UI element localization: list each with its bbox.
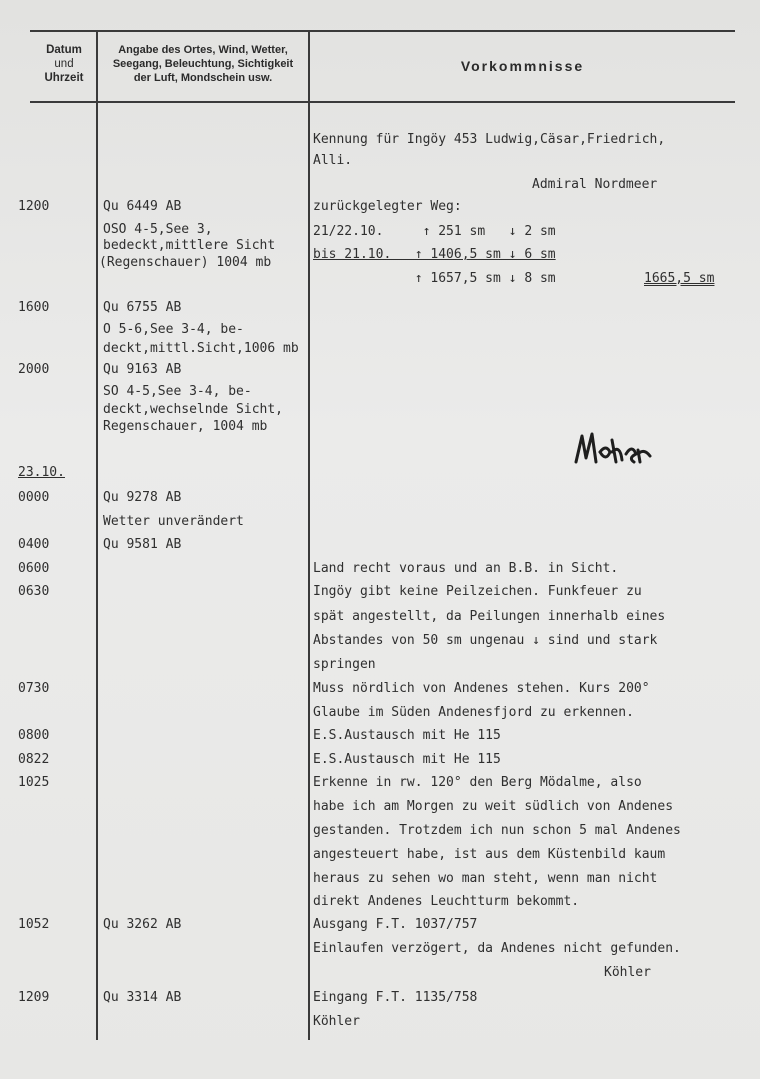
time-cell: 1025	[18, 775, 50, 790]
weather-cell: deckt,wechselnde Sicht,	[103, 402, 284, 417]
entry-text: bis 21.10. ↑ 1406,5 sm ↓ 6 sm	[313, 247, 556, 262]
weather-cell: OSO 4-5,See 3,	[103, 222, 213, 237]
header-ort-line1: Angabe des Ortes, Wind, Wetter,	[118, 44, 288, 56]
entry-text: Alli.	[313, 153, 353, 168]
entry-text: Kennung für Ingöy 453 Ludwig,Cäsar,Friedrich,	[313, 132, 666, 147]
entry-text: Abstandes von 50 sm ungenau ↓ sind und stark	[313, 633, 658, 648]
time-cell: 0730	[18, 681, 50, 696]
position-cell: Qu 9163 AB	[103, 362, 182, 377]
time-cell: 0822	[18, 752, 50, 767]
entry-text: Erkenne in rw. 120° den Berg Mödalme, also	[313, 775, 642, 790]
column-divider-2	[308, 30, 310, 1040]
entry-text: E.S.Austausch mit He 115	[313, 728, 501, 743]
time-cell: 0400	[18, 537, 50, 552]
entry-text: zurückgelegter Weg:	[313, 199, 462, 214]
entry-text: E.S.Austausch mit He 115	[313, 752, 501, 767]
entry-text: Einlaufen verzögert, da Andenes nicht gefunden.	[313, 941, 681, 956]
header-ort	[98, 43, 308, 85]
entry-text: Glaube im Süden Andenesfjord zu erkennen.	[313, 705, 634, 720]
entry-text: springen	[313, 657, 376, 672]
entry-text: direkt Andenes Leuchtturm bekommt.	[313, 894, 580, 909]
position-cell: Qu 3262 AB	[103, 917, 182, 932]
position-cell: Qu 9278 AB	[103, 490, 182, 505]
header-ort-line3: der Luft, Mondschein usw.	[133, 72, 273, 84]
date-cell: 23.10.	[18, 465, 65, 480]
header-datum	[32, 43, 96, 85]
entry-text: angesteuert habe, ist aus dem Küstenbild kaum	[313, 847, 666, 862]
weather-cell: Wetter unverändert	[103, 514, 244, 529]
time-cell: 0000	[18, 490, 50, 505]
entry-total: 1665,5 sm	[644, 271, 715, 286]
entry-text: Land recht voraus und an B.B. in Sicht.	[313, 561, 619, 576]
entry-text: Muss nördlich von Andenes stehen. Kurs 200°	[313, 681, 650, 696]
header-top-rule	[30, 30, 735, 32]
header-datum-line2: und	[54, 58, 74, 70]
time-cell: 2000	[18, 362, 50, 377]
weather-cell: bedeckt,mittlere Sicht	[103, 238, 276, 253]
entry-text: Admiral Nordmeer	[532, 177, 658, 192]
weather-cell: Regenschauer, 1004 mb	[103, 419, 268, 434]
position-cell: Qu 6449 AB	[103, 199, 182, 214]
time-cell: 0800	[18, 728, 50, 743]
entry-text: ↑ 1657,5 sm ↓ 8 sm	[313, 271, 556, 286]
weather-cell: SO 4-5,See 3-4, be-	[103, 384, 252, 399]
entry-text: Eingang F.T. 1135/758	[313, 990, 478, 1005]
entry-text: Ingöy gibt keine Peilzeichen. Funkfeuer zu	[313, 584, 642, 599]
time-cell: 1209	[18, 990, 50, 1005]
weather-cell: deckt,mittl.Sicht,1006 mb	[103, 341, 299, 356]
time-cell: 1200	[18, 199, 50, 214]
time-cell: 0600	[18, 561, 50, 576]
header-bottom-rule	[30, 101, 735, 103]
time-cell: 1600	[18, 300, 50, 315]
entry-text: spät angestellt, da Peilungen innerhalb eines	[313, 609, 666, 624]
entry-text: gestanden. Trotzdem ich nun schon 5 mal Andenes	[313, 823, 681, 838]
time-cell: 0630	[18, 584, 50, 599]
weather-cell: O 5-6,See 3-4, be-	[103, 322, 244, 337]
position-cell: Qu 6755 AB	[103, 300, 182, 315]
header-datum-line1: Datum	[46, 44, 82, 56]
header-vorkommnisse: Vorkommnisse	[460, 58, 585, 74]
header-ort-line2: Seegang, Beleuchtung, Sichtigkeit	[112, 58, 294, 70]
entry-text: habe ich am Morgen zu weit südlich von Andenes	[313, 799, 674, 814]
position-cell: Qu 3314 AB	[103, 990, 182, 1005]
entry-text: Ausgang F.T. 1037/757	[313, 917, 478, 932]
entry-text: Köhler	[604, 965, 651, 980]
handwritten-signature	[572, 428, 668, 470]
position-cell: Qu 9581 AB	[103, 537, 182, 552]
time-cell: 1052	[18, 917, 50, 932]
weather-cell: (Regenschauer) 1004 mb	[99, 255, 272, 270]
entry-text: heraus zu sehen wo man steht, wenn man nicht	[313, 871, 658, 886]
header-datum-line3: Uhrzeit	[44, 72, 84, 84]
entry-text: 21/22.10. ↑ 251 sm ↓ 2 sm	[313, 224, 556, 239]
entry-text: Köhler	[313, 1014, 360, 1029]
column-divider-1	[96, 30, 98, 1040]
